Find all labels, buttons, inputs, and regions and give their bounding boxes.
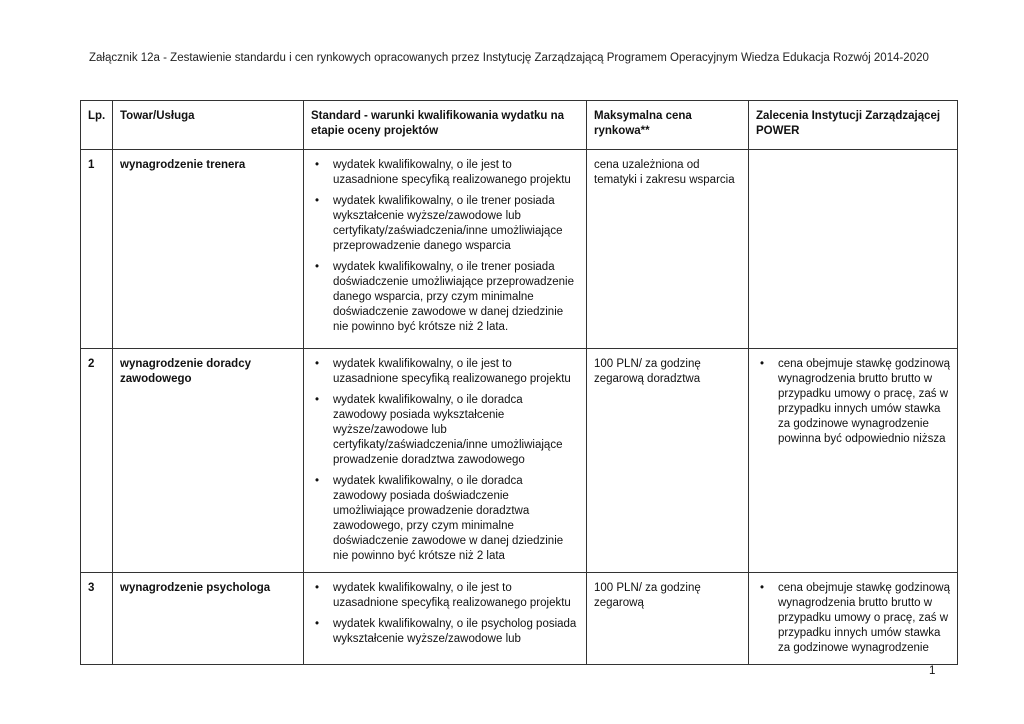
list-item xyxy=(311,158,579,188)
header-recommendations: Zalecenia Instytucji Zarządzającej POWER xyxy=(749,101,958,150)
list-item xyxy=(311,393,579,468)
row-lp: 2 xyxy=(81,349,113,573)
bullet-icon: • xyxy=(315,475,320,487)
header-standard: Standard - warunki kwalifikowania wydatku na etapie oceny projektów xyxy=(304,101,587,150)
list-item-text: wydatek kwalifikowalny, o ile jest to uzasadnione specyfiką realizowanego projektu xyxy=(333,358,571,385)
row-price: cena uzależniona od tematyki i zakresu wsparcia xyxy=(587,150,749,349)
bullet-icon: • xyxy=(315,195,320,207)
row-recommendations xyxy=(749,349,958,573)
list-item-text: wydatek kwalifikowalny, o ile trener posiada wykształcenie wyższe/zawodowe lub certyfikaty/zaświadczenia/inne umożliwiające przeprowadzenie danego wsparcia xyxy=(333,195,563,252)
row-item: wynagrodzenie psychologa xyxy=(113,573,304,665)
list-item-text: wydatek kwalifikowalny, o ile psycholog posiada wykształcenie wyższe/zawodowe lub xyxy=(333,618,577,645)
list-item xyxy=(311,194,579,254)
list-item xyxy=(311,357,579,387)
bullet-icon: • xyxy=(315,159,320,171)
bullet-icon: • xyxy=(315,394,320,406)
document-title: Załącznik 12a - Zestawienie standardu i cen rynkowych opracowanych przez Instytucję Zarządzającą Programem Operacyjnym Wiedza Edukacja Rozwój 2014-2020 xyxy=(89,52,929,64)
header-item: Towar/Usługa xyxy=(113,101,304,150)
bullet-icon: • xyxy=(760,358,765,370)
row-recommendations xyxy=(749,573,958,665)
list-item-text: wydatek kwalifikowalny, o ile doradca zawodowy posiada doświadczenie umożliwiające prowadzenie doradztwa zawodowego, przy czym minimalne doświadczenie zawodowe w danej dziedzinie nie powinno być krótsze niż 2 lata xyxy=(333,475,564,562)
list-item-text: wydatek kwalifikowalny, o ile jest to uzasadnione specyfiką realizowanego projektu xyxy=(333,159,571,186)
header-lp: Lp. xyxy=(81,101,113,150)
row-recommendations xyxy=(749,150,958,349)
standards-table xyxy=(80,100,958,665)
list-item-text: cena obejmuje stawkę godzinową wynagrodzenia brutto brutto w przypadku umowy o pracę, zaś w przypadku innych umów stawka za godzinowe wynagrodzenie xyxy=(778,582,950,654)
row-price: 100 PLN/ za godzinę zegarową xyxy=(587,573,749,665)
list-item xyxy=(756,581,950,656)
row-item: wynagrodzenie trenera xyxy=(113,150,304,349)
list-item-text: wydatek kwalifikowalny, o ile trener posiada doświadczenie umożliwiające przeprowadzenie danego wsparcia, przy czym minimalne doświadczenie zawodowe w danej dziedzinie nie powinno być krótsze niż 2 lata. xyxy=(333,261,574,333)
row-standard xyxy=(304,150,587,349)
list-item xyxy=(756,357,950,447)
list-item-text: wydatek kwalifikowalny, o ile jest to uzasadnione specyfiką realizowanego projektu xyxy=(333,582,571,609)
row-standard xyxy=(304,349,587,573)
page-number: 1 xyxy=(929,665,936,677)
bullet-icon: • xyxy=(760,582,765,594)
row-price: 100 PLN/ za godzinę zegarową doradztwa xyxy=(587,349,749,573)
header-price: Maksymalna cena rynkowa** xyxy=(587,101,749,150)
row-lp: 3 xyxy=(81,573,113,665)
bullet-icon: • xyxy=(315,618,320,630)
list-item xyxy=(311,260,579,335)
list-item xyxy=(311,617,579,647)
table-row xyxy=(81,349,958,573)
list-item-text: cena obejmuje stawkę godzinową wynagrodzenia brutto brutto w przypadku umowy o pracę, zaś w przypadku innych umów stawka za godzinowe wynagrodzenie powinna być odpowiednio niższa xyxy=(778,358,950,445)
table-row xyxy=(81,573,958,665)
row-item: wynagrodzenie doradcy zawodowego xyxy=(113,349,304,573)
bullet-icon: • xyxy=(315,261,320,273)
row-lp: 1 xyxy=(81,150,113,349)
bullet-icon: • xyxy=(315,582,320,594)
list-item xyxy=(311,474,579,564)
table-row xyxy=(81,150,958,349)
list-item xyxy=(311,581,579,611)
row-standard xyxy=(304,573,587,665)
table-header-row xyxy=(81,101,958,150)
list-item-text: wydatek kwalifikowalny, o ile doradca zawodowy posiada wykształcenie wyższe/zawodowe lub certyfikaty/zaświadczenia/inne umożliwiające prowadzenie doradztwa zawodowego xyxy=(333,394,563,466)
bullet-icon: • xyxy=(315,358,320,370)
